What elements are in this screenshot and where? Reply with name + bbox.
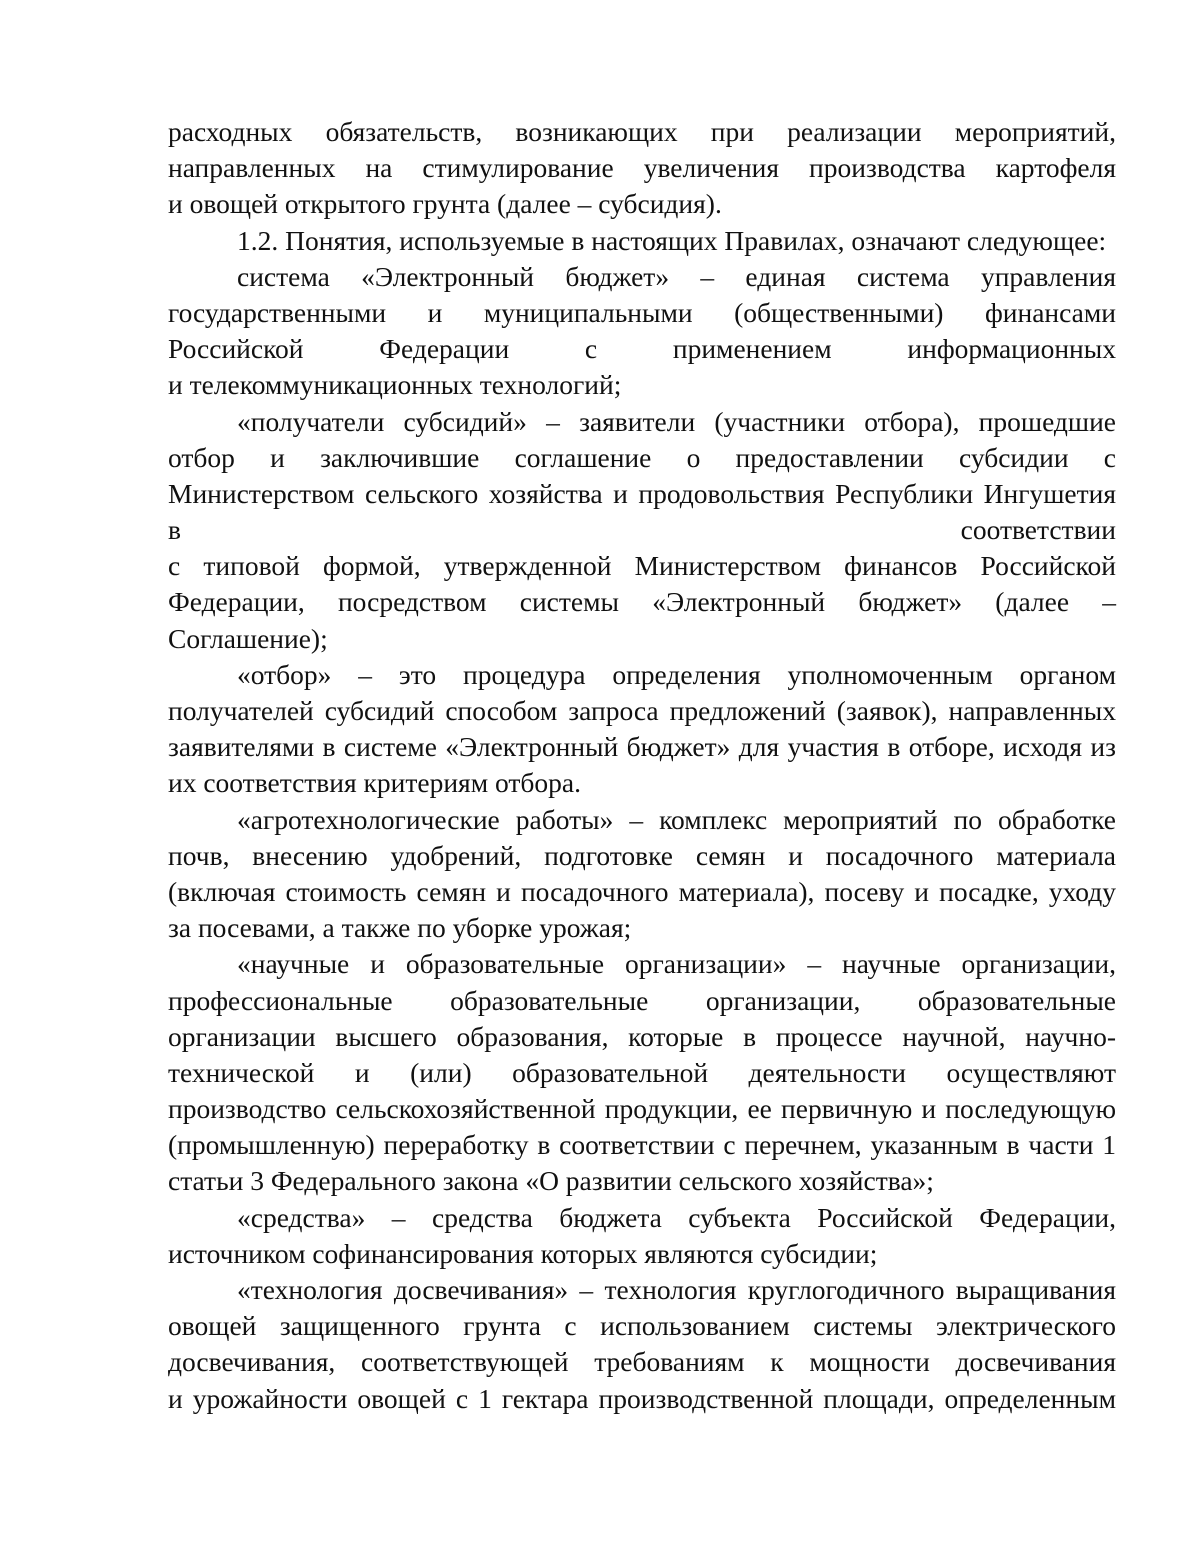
text-line: направленных на стимулирование увеличения производства картофеля — [168, 152, 1116, 184]
text-line: (включая стоимость семян и посадочного материала), посеву и посадке, уходу — [168, 875, 1116, 907]
text-line: «научные и образовательные организации» – научные организации, — [237, 948, 1116, 980]
text-line: в соответствии — [168, 514, 1116, 546]
text-line: технической и (или) образовательной деятельности осуществляют — [168, 1056, 1116, 1088]
text-line: «агротехнологические работы» – комплекс мероприятий по обработке — [237, 803, 1116, 835]
text-line: с типовой формой, утвержденной Министерством финансов Российской — [168, 550, 1116, 582]
text-line: статьи 3 Федерального закона «О развитии сельского хозяйства»; — [168, 1165, 934, 1197]
text-line: овощей защищенного грунта с использованием системы электрического — [168, 1310, 1116, 1342]
text-line: Министерством сельского хозяйства и продовольствия Республики Ингушетия — [168, 477, 1116, 509]
text-line: профессиональные образовательные организации, образовательные — [168, 984, 1116, 1016]
document-body — [168, 114, 1116, 1417]
text-line: система «Электронный бюджет» – единая система управления — [237, 260, 1116, 292]
text-line: и овощей открытого грунта (далее – субсидия). — [168, 188, 722, 220]
text-line: организации высшего образования, которые в процессе научной, научно- — [168, 1020, 1116, 1052]
text-line: и урожайности овощей с 1 гектара производственной площади, определенным — [168, 1382, 1116, 1414]
text-line: источником софинансирования которых являются субсидии; — [168, 1237, 878, 1269]
text-line: «средства» – средства бюджета субъекта Российской Федерации, — [237, 1201, 1116, 1233]
text-line: их соответствия критериям отбора. — [168, 767, 581, 799]
text-line: «технология досвечивания» – технология круглогодичного выращивания — [237, 1274, 1116, 1305]
text-line: (промышленную) переработку в соответствии с перечнем, указанным в части 1 — [168, 1129, 1116, 1161]
text-line: «отбор» – это процедура определения уполномоченным органом — [237, 658, 1116, 690]
text-line: и телекоммуникационных технологий; — [168, 369, 622, 401]
text-line: расходных обязательств, возникающих при реализации мероприятий, — [168, 116, 1116, 147]
text-line: почв, внесению удобрений, подготовке семян и посадочного материала — [168, 839, 1116, 871]
text-line: производство сельскохозяйственной продукции, ее первичную и последующую — [168, 1093, 1116, 1125]
text-line: получателей субсидий способом запроса предложений (заявок), направленных — [168, 695, 1116, 726]
text-line: «получатели субсидий» – заявители (участники отбора), прошедшие — [237, 405, 1116, 437]
text-line: за посевами, а также по уборке урожая; — [168, 912, 632, 944]
text-line: заявителями в системе «Электронный бюджет» для участия в отборе, исходя из — [168, 731, 1116, 763]
text-line: отбор и заключившие соглашение о предоставлении субсидии с — [168, 441, 1116, 473]
text-line: Российской Федерации с применением информационных — [168, 333, 1116, 365]
text-line: досвечивания, соответствующей требованиям к мощности досвечивания — [168, 1346, 1116, 1378]
text-line: Соглашение); — [168, 622, 328, 654]
text-line: 1.2. Понятия, используемые в настоящих Правилах, означают следующее: — [237, 224, 1107, 256]
text-line: государственными и муниципальными (общественными) финансами — [168, 296, 1116, 328]
text-line: Федерации, посредством системы «Электронный бюджет» (далее – — [168, 586, 1116, 618]
